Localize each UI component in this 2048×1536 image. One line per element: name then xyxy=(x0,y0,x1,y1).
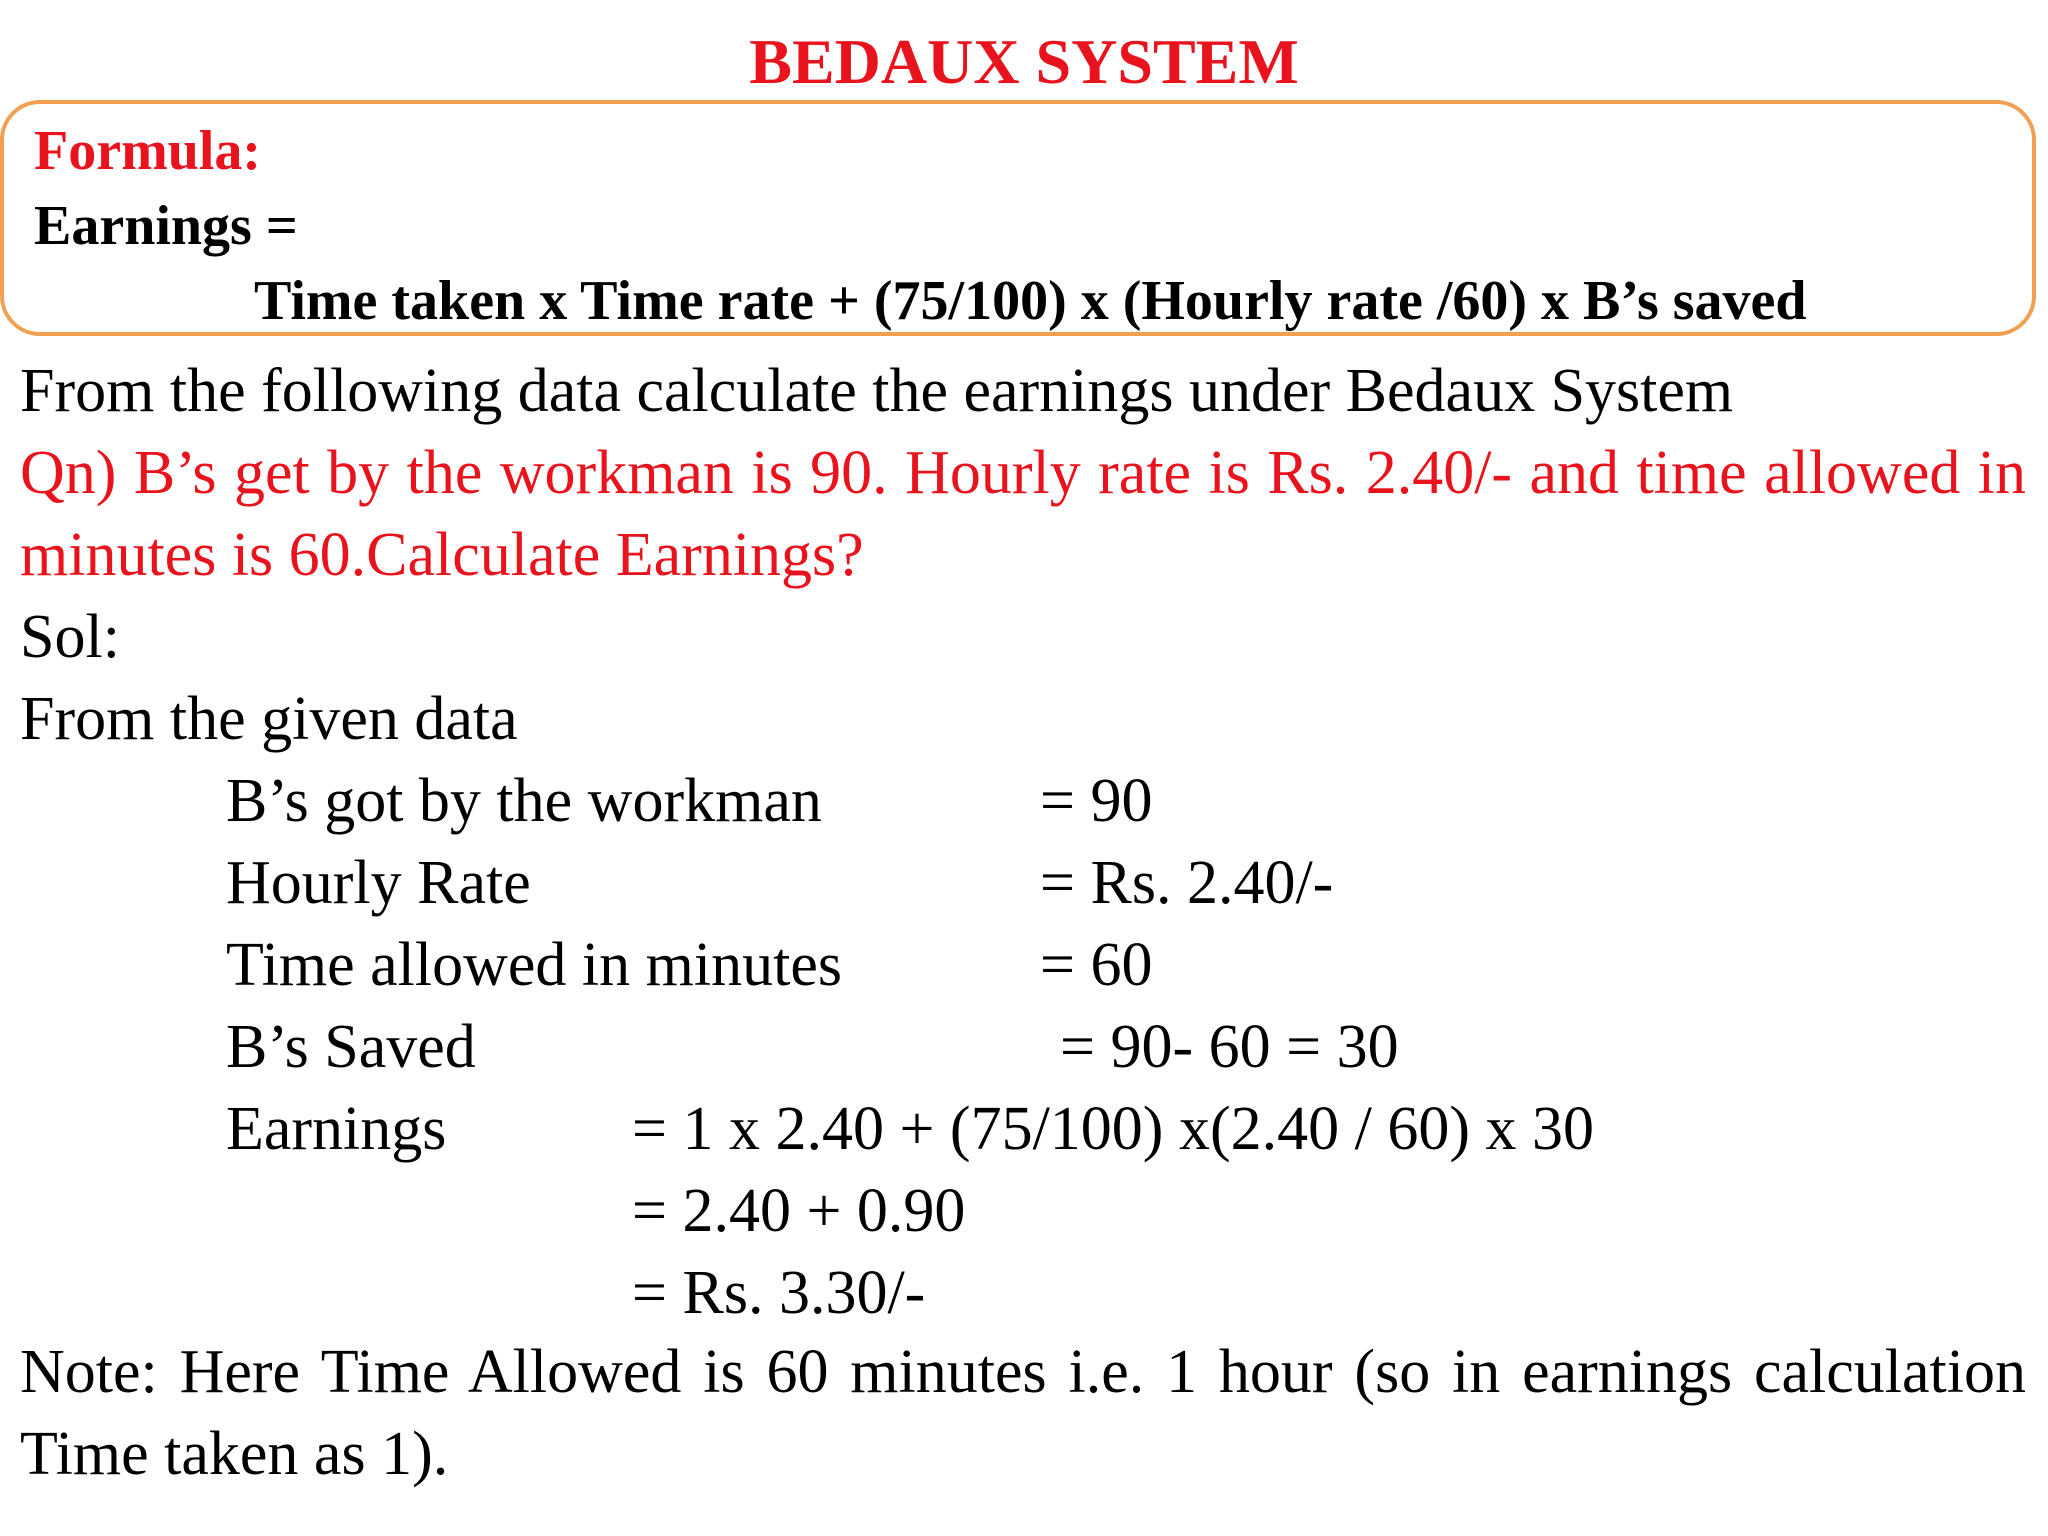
given-row-label: B’s Saved xyxy=(226,1013,476,1081)
given-row-value: = Rs. 2.40/- xyxy=(1040,849,1334,917)
formula-lhs: Earnings = xyxy=(34,195,298,257)
given-row-label: Hourly Rate xyxy=(226,849,531,917)
given-row-value: = 90 xyxy=(1040,767,1153,835)
earnings-step: = 2.40 + 0.90 xyxy=(632,1177,966,1245)
given-row-label: Time allowed in minutes xyxy=(226,931,842,999)
given-row-label: B’s got by the workman xyxy=(226,767,822,835)
given-data-label: From the given data xyxy=(20,685,518,753)
formula-expression: Time taken x Time rate + (75/100) x (Hourly rate /60) x B’s saved xyxy=(254,270,1807,332)
question-text: Qn) B’s get by the workman is 90. Hourly rate is Rs. 2.40/- and time allowed in minutes is 60.Calculate Earnings? xyxy=(20,439,2026,589)
earnings-label: Earnings xyxy=(226,1095,447,1163)
solution-label: Sol: xyxy=(20,603,120,671)
intro-text: From the following data calculate the earnings under Bedaux System xyxy=(20,357,1734,425)
earnings-result: = Rs. 3.30/- xyxy=(632,1259,926,1327)
earnings-step: = 1 x 2.40 + (75/100) x(2.40 / 60) x 30 xyxy=(632,1095,1594,1163)
given-row-value: = 90- 60 = 30 xyxy=(1060,1013,1399,1081)
given-row-value: = 60 xyxy=(1040,931,1153,999)
note-text: Note: Here Time Allowed is 60 minutes i.e. 1 hour (so in earnings calculation Time taken as 1). xyxy=(20,1338,2026,1488)
page-title: BEDAUX SYSTEM xyxy=(749,26,1299,97)
formula-label: Formula: xyxy=(34,120,262,182)
